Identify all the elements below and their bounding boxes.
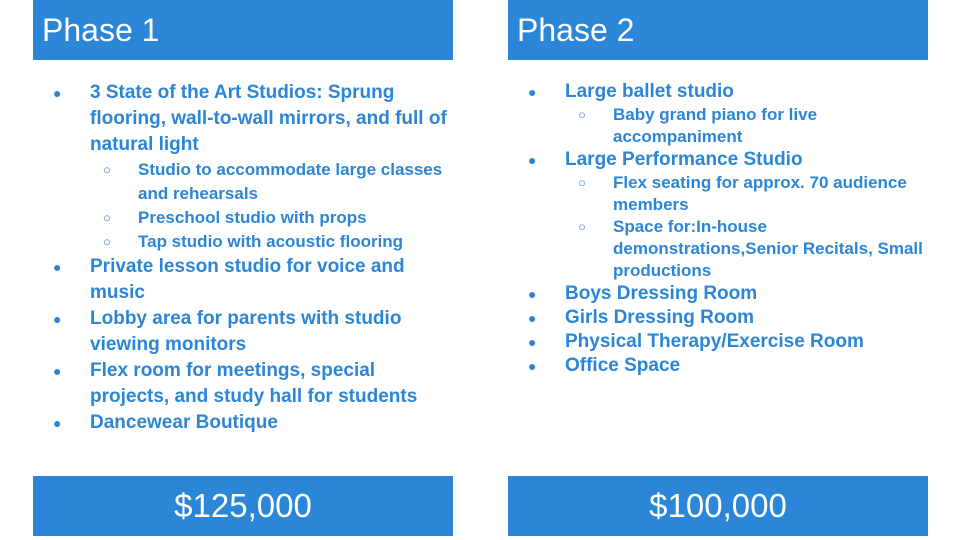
phase-1-header (33, 0, 453, 60)
sub-list-item-text: Studio to accommodate large classes and rehearsals (138, 160, 443, 203)
list-item (33, 358, 453, 410)
list-item (508, 306, 928, 330)
bullet-icon: ● (528, 286, 537, 302)
list-item (508, 282, 928, 306)
phase-2-cost: $100,000 (649, 487, 787, 524)
bullet-icon: ● (528, 310, 537, 326)
phase-1-feature-list (33, 80, 453, 436)
sub-list-item-text: Flex seating for approx. 70 audience members (613, 173, 907, 214)
list-item-text: 3 State of the Art Studios: Sprung flooring, wall-to-wall mirrors, and full of natural light (90, 82, 447, 155)
list-item-text: Boys Dressing Room (565, 283, 758, 304)
list-item-text: Physical Therapy/Exercise Room (565, 331, 864, 352)
list-item-text: Girls Dressing Room (565, 307, 754, 328)
list-item-text: Flex room for meetings, special projects, and study hall for students (90, 360, 418, 407)
bullet-icon: ● (528, 334, 537, 350)
hollow-bullet-icon: ○ (103, 162, 111, 177)
bullet-icon: ● (53, 415, 62, 431)
list-item-text: Large ballet studio (565, 81, 734, 102)
list-item-text: Office Space (565, 355, 681, 376)
bullet-icon: ● (528, 358, 537, 374)
list-item (508, 148, 928, 172)
list-item (33, 306, 453, 358)
bullet-icon: ● (53, 85, 62, 101)
hollow-bullet-icon: ○ (103, 210, 111, 225)
list-item (33, 410, 453, 436)
sub-list-item (33, 206, 453, 230)
sub-list-item-text: Space for:In-house demonstrations,Senior Recitals, Small productions (613, 217, 923, 280)
sub-list-item (33, 158, 453, 206)
list-item (508, 354, 928, 378)
hollow-bullet-icon: ○ (578, 175, 586, 190)
sub-list-item-text: Preschool studio with props (138, 208, 367, 227)
phase-2-cost-banner (508, 476, 928, 536)
list-item (33, 254, 453, 306)
list-item-text: Lobby area for parents with studio viewing monitors (90, 308, 402, 355)
sub-list-item-text: Tap studio with acoustic flooring (138, 232, 404, 251)
sub-list-item (33, 230, 453, 254)
list-item (508, 330, 928, 354)
phase-2-feature-list (508, 80, 928, 378)
bullet-icon: ● (53, 363, 62, 379)
hollow-bullet-icon: ○ (103, 234, 111, 249)
list-item-text: Large Performance Studio (565, 149, 803, 170)
phase-1-cost: $125,000 (174, 487, 312, 524)
list-item-text: Private lesson studio for voice and music (90, 256, 405, 303)
sub-list-item (508, 216, 928, 282)
sub-list-item (508, 172, 928, 216)
list-item (508, 80, 928, 104)
phase-2-title: Phase 2 (517, 12, 635, 48)
phase-2-header (508, 0, 928, 60)
hollow-bullet-icon: ○ (578, 219, 586, 234)
list-item-text: Dancewear Boutique (90, 412, 278, 433)
bullet-icon: ● (53, 311, 62, 327)
sub-list-item-text: Baby grand piano for live accompaniment (613, 105, 818, 146)
phase-1-title: Phase 1 (42, 12, 160, 48)
list-item (33, 80, 453, 158)
hollow-bullet-icon: ○ (578, 107, 586, 122)
bullet-icon: ● (528, 84, 537, 100)
sub-list-item (508, 104, 928, 148)
phase-1-cost-banner (33, 476, 453, 536)
bullet-icon: ● (53, 259, 62, 275)
bullet-icon: ● (528, 152, 537, 168)
